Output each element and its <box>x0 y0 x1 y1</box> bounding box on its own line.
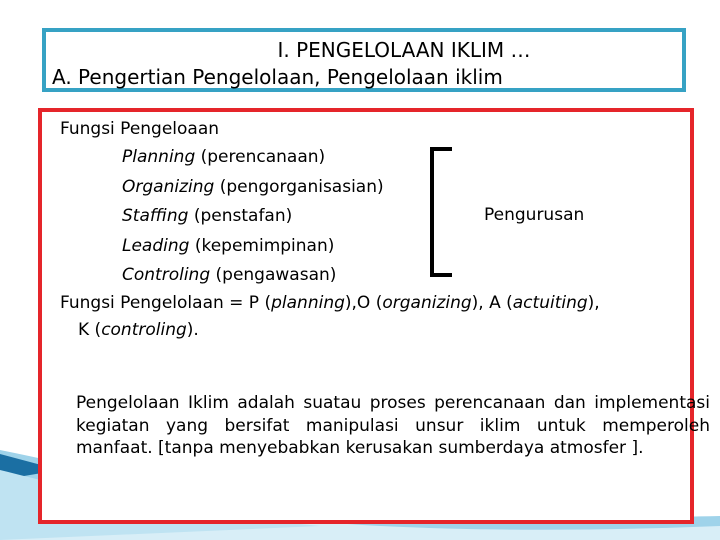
function-item-planning <box>122 146 384 176</box>
function-item-leading <box>122 235 384 265</box>
formula-term: organizing <box>382 293 472 313</box>
formula-line-2 <box>60 317 600 344</box>
functions-list <box>122 146 384 294</box>
formula-text: ), <box>587 293 600 313</box>
function-item-staffing <box>122 205 384 235</box>
function-meaning: (penstafan) <box>188 206 293 226</box>
formula-text: K ( <box>78 320 102 340</box>
functions-formula <box>60 290 600 344</box>
title-box <box>42 28 686 92</box>
grouping-bracket <box>428 146 454 278</box>
slide-title: I. PENGELOLAAN IKLIM … <box>277 38 531 62</box>
function-meaning: (perencanaan) <box>195 147 326 167</box>
functions-heading: Fungsi Pengeloaan <box>60 119 220 139</box>
function-item-organizing <box>122 176 384 206</box>
function-term: Planning <box>122 147 196 167</box>
slide-subtitle: A. Pengertian Pengelolaan, Pengelolaan iklim <box>52 65 503 89</box>
function-term: Leading <box>122 235 190 256</box>
function-meaning: (pengorganisasian) <box>214 176 384 197</box>
formula-line-1 <box>60 290 600 317</box>
function-term: Staffing <box>122 206 189 226</box>
content-box <box>38 108 710 524</box>
formula-text: Fungsi Pengelolaan = P ( <box>60 293 272 313</box>
function-meaning: (pengawasan) <box>210 265 337 285</box>
function-meaning: (kepemimpinan) <box>189 235 335 256</box>
function-term: Organizing <box>122 176 215 197</box>
formula-term: controling <box>101 320 187 340</box>
formula-text: ),O ( <box>344 293 383 313</box>
function-term: Controling <box>122 265 211 285</box>
definition-paragraph: Pengelolaan Iklim adalah suatau proses perencanaan dan implementasi kegiatan yang bersifat manipulasi unsur iklim untuk memperoleh manfaat. [tanpa menyebabkan kerusakan sumberdaya atmosfer ]. <box>76 393 710 458</box>
formula-text: ). <box>186 320 199 340</box>
group-label: Pengurusan <box>484 205 585 225</box>
formula-term: planning <box>271 293 345 313</box>
formula-text: ), A ( <box>471 293 513 313</box>
formula-term: actuiting <box>512 293 588 313</box>
